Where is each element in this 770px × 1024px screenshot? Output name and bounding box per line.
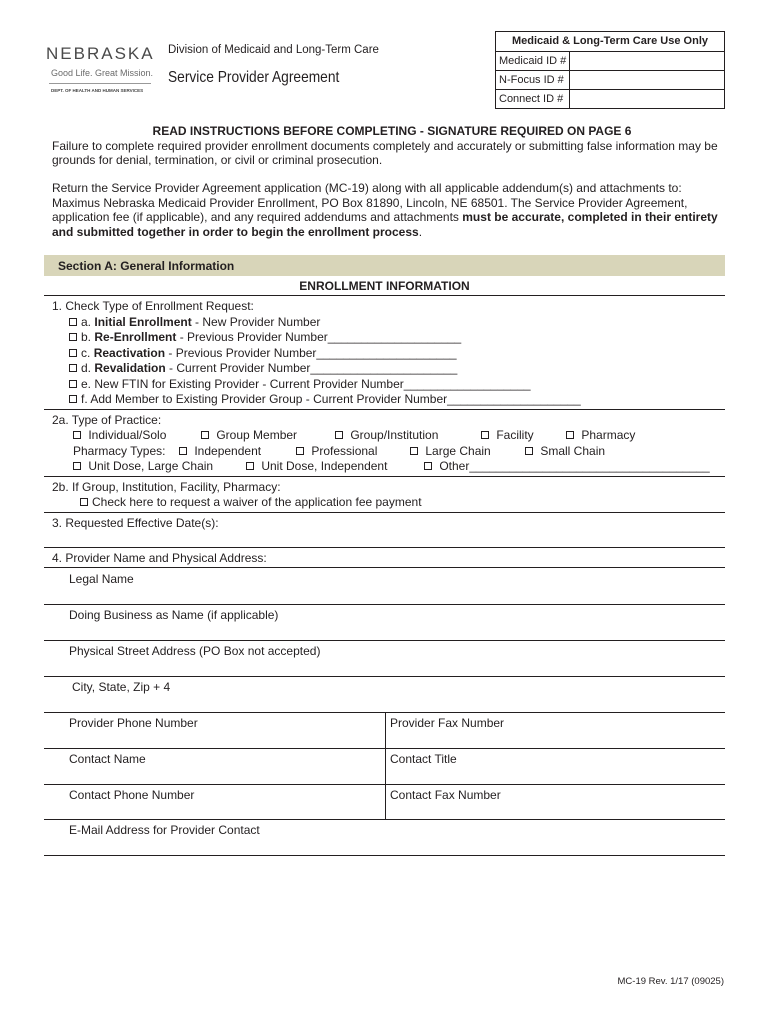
divider: [44, 512, 725, 513]
q2b-label: 2b. If Group, Institution, Facility, Pharmacy:: [52, 480, 281, 494]
checkbox[interactable]: [481, 431, 489, 439]
column-divider: [385, 712, 386, 819]
checkbox[interactable]: [424, 462, 432, 470]
legal-name-field[interactable]: [44, 604, 725, 605]
checkbox[interactable]: [69, 395, 77, 403]
legal-name-label: Legal Name: [69, 572, 134, 586]
logo-department: DEPT. OF HEALTH AND HUMAN SERVICES: [51, 88, 144, 93]
divider: [44, 819, 725, 820]
pharmacy-professional[interactable]: [296, 444, 377, 458]
checkbox[interactable]: [201, 431, 209, 439]
checkbox[interactable]: [69, 318, 77, 326]
logo-divider: [49, 83, 151, 84]
option-text: Unit Dose, Independent: [261, 459, 388, 473]
option-bold: Revalidation: [94, 361, 166, 375]
form-revision: MC-19 Rev. 1/17 (09025): [617, 976, 724, 987]
pharmacy-large-chain[interactable]: [410, 444, 491, 458]
checkbox[interactable]: [69, 380, 77, 388]
practice-individual[interactable]: [73, 428, 166, 442]
q1-option-b[interactable]: [69, 330, 461, 344]
option-text: Pharmacy: [581, 428, 636, 442]
contact-fax-label: Contact Fax Number: [390, 788, 501, 802]
enrollment-subtitle: ENROLLMENT INFORMATION: [299, 279, 470, 293]
contact-name-label: Contact Name: [69, 752, 146, 766]
checkbox[interactable]: [73, 431, 81, 439]
fee-waiver-option[interactable]: [80, 495, 422, 509]
option-text: - Previous Provider Number_____________________: [165, 346, 457, 360]
option-text: Large Chain: [425, 444, 491, 458]
option-text: - New Provider Number: [191, 315, 321, 329]
city-state-zip-label: City, State, Zip + 4: [72, 680, 171, 694]
option-letter: e.: [81, 377, 92, 391]
checkbox[interactable]: [69, 364, 77, 372]
q1-option-c[interactable]: [69, 346, 457, 360]
checkbox[interactable]: [73, 462, 81, 470]
q2a-label: 2a. Type of Practice:: [52, 413, 162, 427]
option-text: New FTIN for Existing Provider - Current Provider Number___________________: [94, 377, 531, 391]
option-text: Group/Institution: [350, 428, 439, 442]
office-use-box: [495, 31, 725, 109]
option-text: Unit Dose, Large Chain: [88, 459, 214, 473]
contact-title-label: Contact Title: [390, 752, 457, 766]
page-title: Service Provider Agreement: [168, 69, 340, 86]
option-text: Professional: [311, 444, 378, 458]
street-address-label: Physical Street Address (PO Box not accepted): [69, 644, 321, 658]
option-letter: f.: [81, 392, 88, 406]
pharmacy-unit-dose-independent[interactable]: [246, 459, 387, 473]
option-text: Group Member: [216, 428, 298, 442]
return-bold-text: must be accurate, completed in their entirety and submitted together in order to begin the enrollment process: [52, 210, 718, 239]
q1-option-d[interactable]: [69, 361, 457, 375]
connect-id-field[interactable]: [570, 90, 724, 108]
pharmacy-other[interactable]: [424, 459, 710, 473]
q1-option-e[interactable]: [69, 377, 531, 391]
provider-phone-label: Provider Phone Number: [69, 716, 198, 730]
checkbox[interactable]: [410, 447, 418, 455]
return-end: .: [418, 224, 423, 239]
instructions-block: [52, 124, 732, 168]
option-letter: a.: [81, 315, 92, 329]
divider: [44, 547, 725, 548]
divider: [44, 476, 725, 477]
option-text: Other____________________________________: [439, 459, 710, 473]
pharmacy-types-label: Pharmacy Types:: [73, 444, 166, 458]
q3-label: 3. Requested Effective Date(s):: [52, 516, 219, 530]
checkbox[interactable]: [335, 431, 343, 439]
q4-label: 4. Provider Name and Physical Address:: [52, 551, 267, 565]
return-text: Return the Service Provider Agreement application (MC-19) along with all applicable addendum(s) and attachments to: Maximus Nebraska Medicaid Provider Enrollment, PO Box 81890, Lincoln, NE 68501. The Service Provider Agreement, application fee (if applicable), and any required addendums and attachments: [52, 181, 688, 224]
section-a-title: Section A: General Information: [58, 259, 235, 273]
division-name: Division of Medicaid and Long-Term Care: [168, 44, 379, 56]
practice-group-member[interactable]: [201, 428, 297, 442]
dba-field[interactable]: [44, 640, 725, 641]
option-bold: Initial Enrollment: [94, 315, 192, 329]
option-letter: c.: [81, 346, 91, 360]
option-text: Check here to request a waiver of the application fee payment: [92, 495, 422, 509]
office-use-heading: Medicaid & Long-Term Care Use Only: [496, 32, 724, 52]
email-field[interactable]: [44, 855, 725, 856]
contact-phone-label: Contact Phone Number: [69, 788, 195, 802]
provider-fax-label: Provider Fax Number: [390, 716, 505, 730]
divider: [44, 567, 725, 568]
option-bold: Reactivation: [93, 346, 166, 360]
instructions-warning: Failure to complete required provider enrollment documents completely and accurately or submitting false information may be grounds for denial, termination, or civil or criminal prosecution.: [52, 138, 718, 167]
practice-group-institution[interactable]: [335, 428, 438, 442]
nfocus-id-field[interactable]: [570, 71, 724, 89]
divider: [44, 409, 725, 410]
option-text: Individual/Solo: [88, 428, 167, 442]
option-text: - Current Provider Number______________________: [165, 361, 458, 375]
option-bold: Re-Enrollment: [94, 330, 177, 344]
medicaid-id-field[interactable]: [570, 52, 724, 70]
return-instructions: [52, 181, 732, 239]
q1-option-a[interactable]: [69, 315, 320, 329]
instructions-heading: READ INSTRUCTIONS BEFORE COMPLETING - SIGNATURE REQUIRED ON PAGE 6: [152, 124, 632, 138]
pharmacy-unit-dose-large[interactable]: [73, 459, 213, 473]
medicaid-id-label: Medicaid ID #: [496, 52, 570, 70]
q1-option-f[interactable]: [69, 392, 581, 406]
q1-label: 1. Check Type of Enrollment Request:: [52, 299, 254, 313]
checkbox[interactable]: [566, 431, 574, 439]
option-text: Facility: [496, 428, 534, 442]
divider: [44, 295, 725, 296]
dba-label: Doing Business as Name (if applicable): [69, 608, 279, 622]
checkbox[interactable]: [69, 333, 77, 341]
logo-wordmark: NEBRASKA: [46, 44, 155, 63]
pharmacy-independent[interactable]: [179, 444, 261, 458]
option-text: Independent: [194, 444, 262, 458]
checkbox[interactable]: [296, 447, 304, 455]
checkbox[interactable]: [69, 349, 77, 357]
pharmacy-small-chain[interactable]: [525, 444, 605, 458]
checkbox[interactable]: [80, 498, 88, 506]
street-address-field[interactable]: [44, 676, 725, 677]
practice-facility[interactable]: [481, 428, 534, 442]
option-letter: b.: [81, 330, 92, 344]
option-letter: d.: [81, 361, 92, 375]
checkbox[interactable]: [525, 447, 533, 455]
connect-id-label: Connect ID #: [496, 90, 570, 108]
nfocus-id-label: N-Focus ID #: [496, 71, 570, 89]
option-text: - Previous Provider Number____________________: [176, 330, 462, 344]
practice-pharmacy[interactable]: [566, 428, 635, 442]
connect-id-row: [496, 90, 724, 108]
option-text: Add Member to Existing Provider Group - Current Provider Number____________________: [90, 392, 581, 406]
option-text: Small Chain: [540, 444, 606, 458]
checkbox[interactable]: [179, 447, 187, 455]
medicaid-id-row: [496, 52, 724, 71]
logo-tagline: Good Life. Great Mission.: [51, 68, 154, 78]
email-label: E-Mail Address for Provider Contact: [69, 823, 260, 837]
nfocus-id-row: [496, 71, 724, 90]
checkbox[interactable]: [246, 462, 254, 470]
